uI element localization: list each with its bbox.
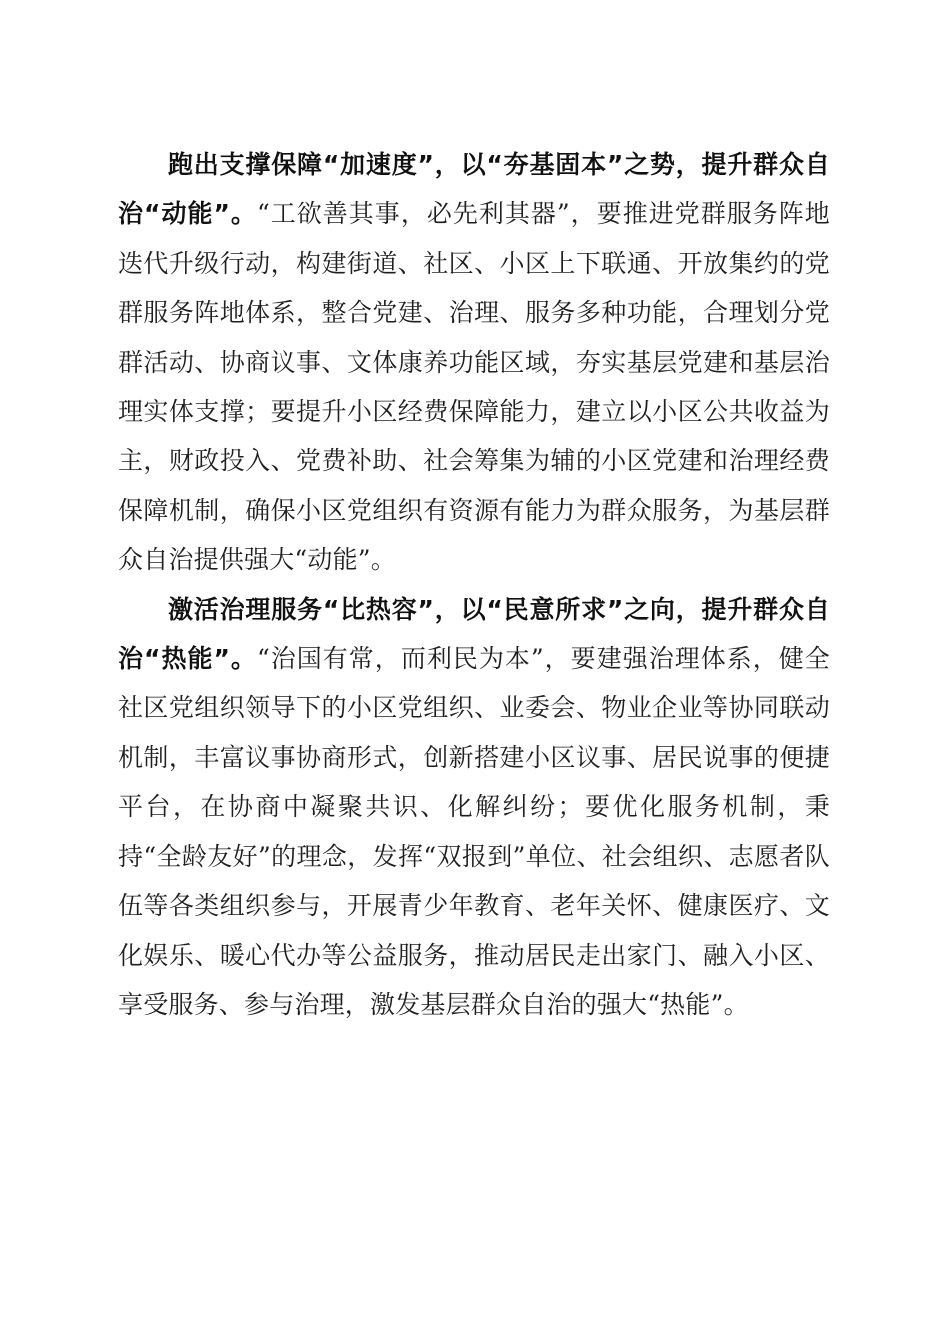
paragraph-text: “工欲善其事，必先利其器”，要推进党群服务阵地迭代升级行动，构建街道、社区、小区上下联通、开放集约的党群服务阵地体系，整合党建、治理、服务多种功能，合理划分党群活动、协商议事、文体康养功能区域，夯实基层党建和基层治理实体支撑；要提升小区经费保障能力，建立以小区公共收益为主，财政投入、党费补助、社会筹集为辅的小区党建和治理经费保障机制，确保小区党组织有资源有能力为群众服务，为基层群众自治提供强大“动能”。: [118, 199, 831, 575]
paragraph-text: “治国有常，而利民为本”，要建强治理体系，健全社区党组织领导下的小区党组织、业委会、物业企业等协同联动机制，丰富议事协商形式，创新搭建小区议事、居民说事的便捷平台，在协商中凝聚共识、化解纠纷；要优化服务机制，秉持“全龄友好”的理念，发挥“双报到”单位、社会组织、志愿者队伍等各类组织参与，开展青少年教育、老年关怀、健康医疗、文化娱乐、暖心代办等公益服务，推动居民走出家门、融入小区、享受服务、参与治理，激发基层群众自治的强大“热能”。: [118, 644, 831, 1019]
paragraph-governance-service: [118, 585, 830, 1030]
paragraph-lead: 跑出支撑保障“加速度”，以“夯基固本”之势，提升群众自治“动能”。: [118, 150, 830, 229]
paragraph-support-guarantee: [118, 140, 830, 585]
document-body: [118, 140, 830, 1029]
paragraph-lead: 激活治理服务“比热容”，以“民意所求”之向，提升群众自治“热能”。: [118, 594, 830, 674]
